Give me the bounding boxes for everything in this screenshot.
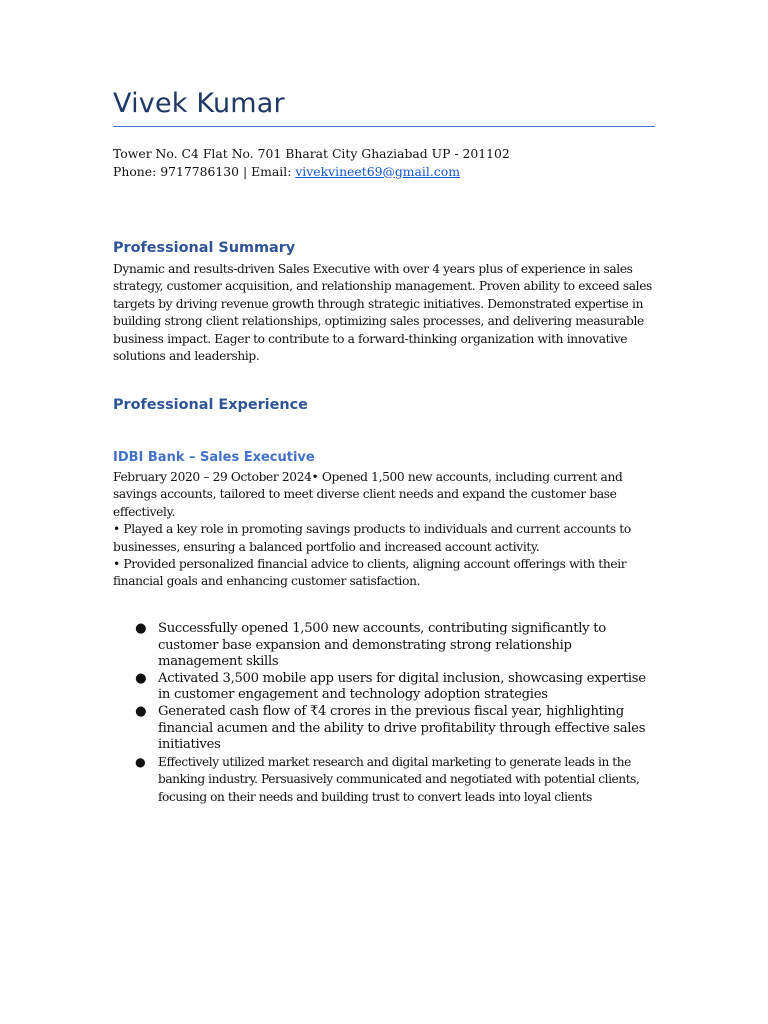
achievement-line: in customer engagement and technology adoption strategies <box>158 687 548 703</box>
summary-line: targets by driving revenue growth through strategic initiatives. Demonstrated expertise in <box>113 296 644 311</box>
bullet-icon: ● <box>135 703 147 719</box>
address-line: Tower No. C4 Flat No. 701 Bharat City Ghaziabad UP - 201102 <box>113 146 510 161</box>
job-line: businesses, ensuring a balanced portfolio and increased account activity. <box>113 539 540 554</box>
job-line: February 2020 – 29 October 2024• Opened 1,500 new accounts, including current and <box>113 470 623 484</box>
achievement-line: banking industry. Persuasively communicated and negotiated with potential clients, <box>158 772 640 787</box>
achievement-item <box>113 671 655 704</box>
achievement-line: Activated 3,500 mobile app users for digital inclusion, showcasing expertise <box>158 670 646 686</box>
achievement-line: focusing on their needs and building trust to convert leads into loyal clients <box>158 789 592 804</box>
summary-heading: Professional Summary <box>113 240 296 256</box>
summary-line: solutions and leadership. <box>113 349 260 364</box>
job-line: savings accounts, tailored to meet diverse client needs and expand the customer base <box>113 487 617 502</box>
job-line: effectively. <box>113 504 176 519</box>
achievement-line: Effectively utilized market research and digital marketing to generate leads in the <box>158 754 631 769</box>
email-link[interactable]: vivekvineet69@gmail.com <box>295 163 460 179</box>
job-line: financial goals and enhancing customer satisfaction. <box>113 574 421 589</box>
bullet-icon: ● <box>135 754 146 769</box>
summary-line: strategy, customer acquisition, and relationship management. Proven ability to exceed sales <box>113 279 652 294</box>
summary-line: Dynamic and results-driven Sales Executive with over 4 years plus of experience in sales <box>113 262 633 276</box>
achievement-line: financial acumen and the ability to drive profitability through effective sales <box>158 720 646 736</box>
experience-heading: Professional Experience <box>113 397 308 413</box>
bullet-icon: ● <box>135 621 147 636</box>
achievements-list <box>113 621 655 806</box>
job-description <box>113 469 655 591</box>
header-divider <box>113 126 655 127</box>
contact-block <box>113 145 510 180</box>
job-line: • Played a key role in promoting savings products to individuals and current accounts to <box>113 522 631 537</box>
achievement-line: Successfully opened 1,500 new accounts, contributing significantly to <box>158 621 606 636</box>
phone-email-line <box>113 163 510 181</box>
achievement-item <box>113 704 655 754</box>
summary-paragraph <box>113 261 655 365</box>
achievement-line: management skills <box>158 654 279 670</box>
achievement-line: initiatives <box>158 737 221 753</box>
bullet-icon: ● <box>135 670 147 686</box>
candidate-name: Vivek Kumar <box>113 88 285 119</box>
achievement-item <box>113 621 655 671</box>
summary-line: business impact. Eager to contribute to a forward-thinking organization with innovative <box>113 331 628 346</box>
job-line: • Provided personalized financial advice to clients, aligning account offerings with their <box>113 557 627 572</box>
achievement-item <box>113 754 655 806</box>
summary-line: building strong client relationships, optimizing sales processes, and delivering measurable <box>113 314 644 329</box>
achievement-line: Generated cash flow of ₹4 crores in the previous fiscal year, highlighting <box>158 703 624 719</box>
job-title: IDBI Bank – Sales Executive <box>113 450 315 465</box>
achievement-line: customer base expansion and demonstrating strong relationship <box>158 637 572 653</box>
phone-text: Phone: 9717786130 | Email: <box>113 163 296 179</box>
